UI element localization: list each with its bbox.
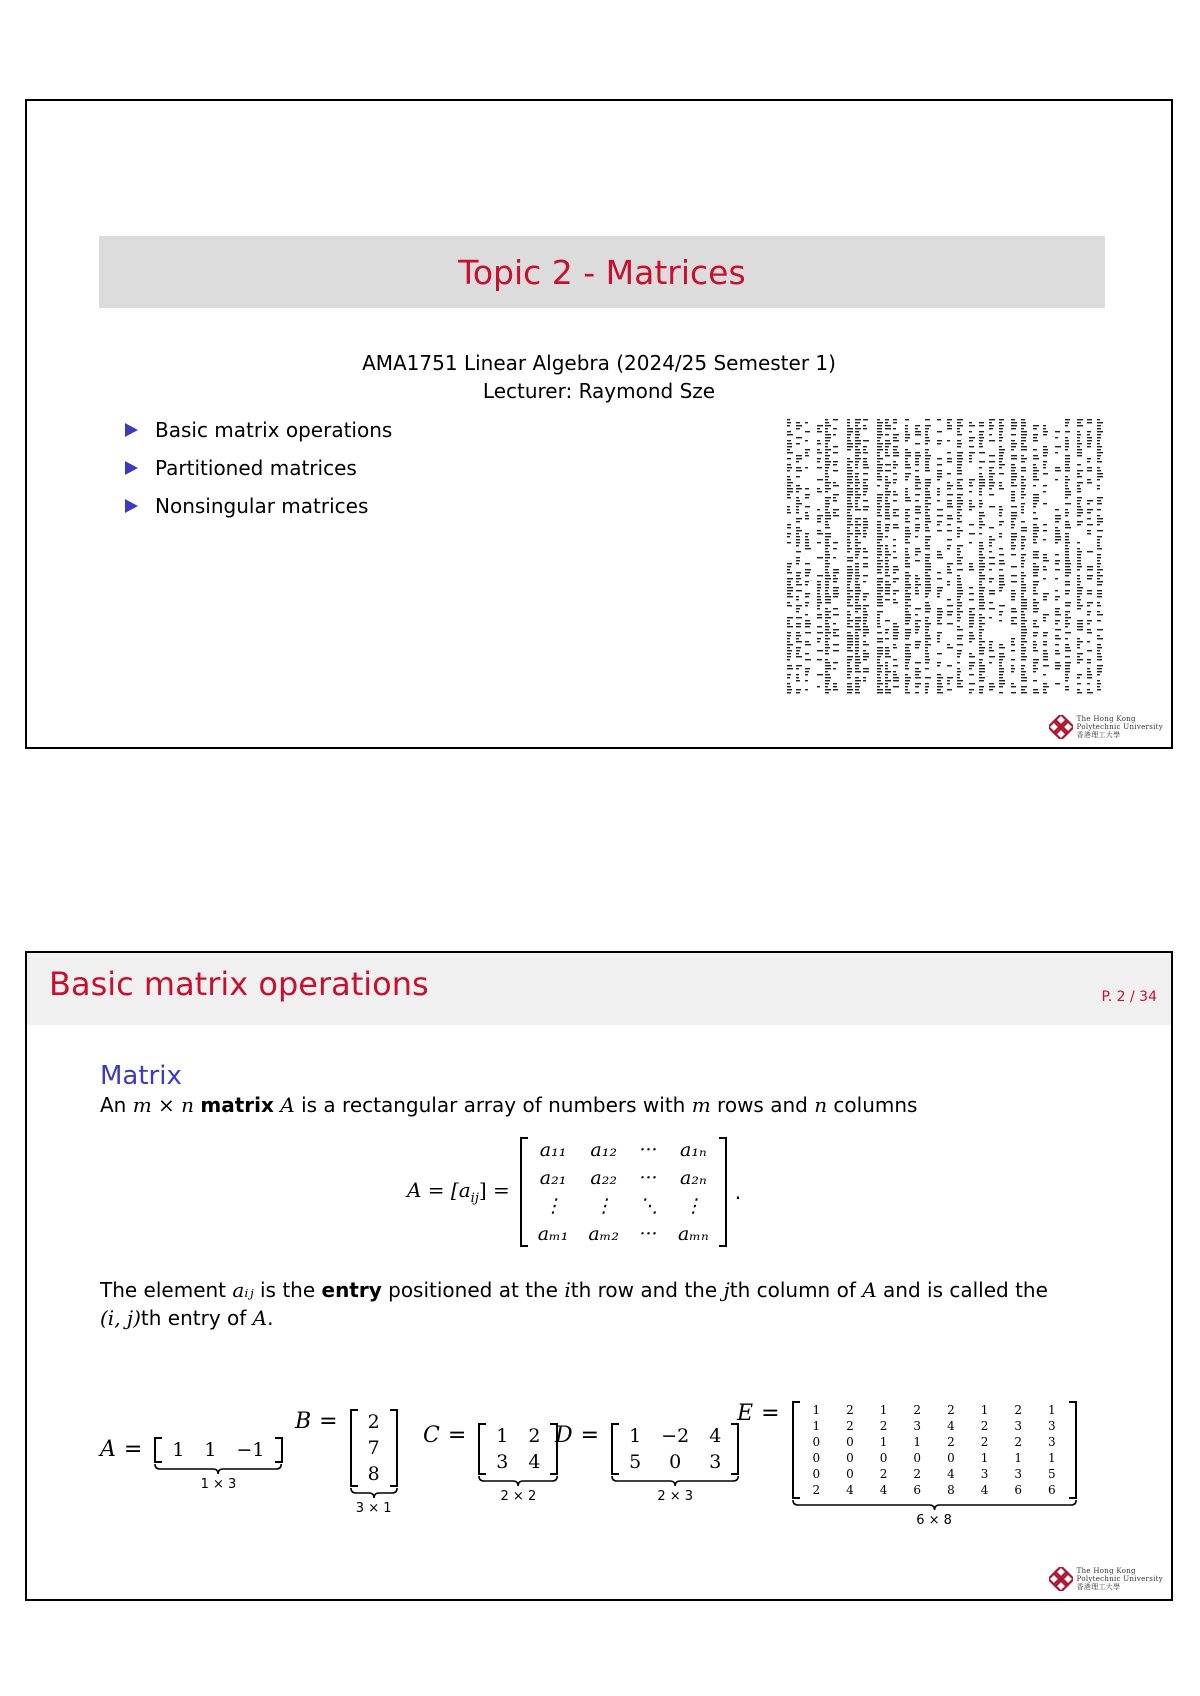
polyu-emblem-icon <box>1049 715 1073 739</box>
matrix-entry: 4 <box>980 1483 989 1497</box>
matrix-entry: 2 <box>980 1419 989 1433</box>
matrix-entry: a₁ₙ <box>680 1139 707 1161</box>
entry-definition-line2: (i, j)th entry of A. <box>100 1306 274 1330</box>
matrix-entry: 1 <box>980 1451 989 1465</box>
equals-sign: = <box>447 1423 467 1448</box>
matrix-name: C <box>423 1423 440 1448</box>
page-number: P. 2 / 34 <box>1101 989 1157 1005</box>
matrix-size-label: 2 × 2 <box>500 1489 537 1504</box>
matrix-entry: 3 <box>1047 1419 1056 1433</box>
matrix-name: D <box>555 1423 573 1448</box>
matrix-entry: 6 <box>1014 1483 1022 1497</box>
matrix-entry: 3 <box>1014 1419 1022 1433</box>
matrix-entry: 0 <box>812 1467 821 1481</box>
example-matrix-c <box>423 1423 562 1504</box>
matrix-entry: −1 <box>236 1439 265 1461</box>
matrix-entry: 2 <box>846 1403 854 1417</box>
matrix-entry: −2 <box>661 1425 690 1447</box>
topic-item: Basic matrix operations <box>125 417 392 455</box>
matrix-texture-image <box>787 419 1103 695</box>
matrix-entry: 3 <box>980 1467 989 1481</box>
matrix-entry: 1 <box>629 1425 642 1447</box>
slide-header <box>27 953 1171 1025</box>
matrix-entry: 4 <box>879 1483 888 1497</box>
matrix-entry: 1 <box>1047 1451 1056 1465</box>
matrix-body <box>154 1437 282 1463</box>
matrix-entry: 2 <box>812 1483 821 1497</box>
matrix-size-label: 3 × 1 <box>355 1501 392 1516</box>
matrix-entry: 2 <box>528 1425 541 1447</box>
matrix-entry: ··· <box>639 1167 658 1189</box>
matrix-entry: 1 <box>172 1439 185 1461</box>
matrix-entry: 4 <box>846 1483 854 1497</box>
matrix-entry: 6 <box>1047 1483 1056 1497</box>
matrix-entry: a₁₂ <box>590 1139 617 1161</box>
matrix-with-brace <box>150 1437 286 1492</box>
matrix-entry: 1 <box>812 1419 821 1433</box>
bullet-triangle-icon <box>125 423 138 437</box>
matrix-name: B <box>295 1409 312 1434</box>
underbrace-icon <box>154 1463 282 1475</box>
matrix-body <box>792 1401 1077 1499</box>
polyu-emblem-icon <box>1049 1567 1073 1591</box>
general-matrix-lhs: $A = [a_{ij}]$ = <box>407 1178 510 1206</box>
matrix-entry: aₘ₁ <box>537 1223 569 1245</box>
matrix-name: E <box>737 1401 754 1426</box>
matrix-with-brace <box>607 1423 743 1504</box>
slide-basic-ops <box>25 951 1173 1601</box>
equals-sign: = <box>761 1401 780 1426</box>
matrix-with-brace <box>788 1401 1081 1528</box>
matrix-with-brace <box>346 1409 402 1516</box>
matrix-with-brace <box>474 1423 562 1504</box>
matrix-entry: aₘ₂ <box>588 1223 619 1245</box>
example-matrix-d <box>555 1423 743 1504</box>
matrix-entry: ⋮ <box>543 1195 563 1217</box>
matrix-entry: 2 <box>1014 1435 1022 1449</box>
underbrace-icon <box>792 1499 1077 1511</box>
matrix-entry: 0 <box>846 1451 854 1465</box>
matrix-entry: a₂ₙ <box>680 1167 707 1189</box>
bullet-triangle-icon <box>125 499 138 513</box>
matrix-entry: 1 <box>1014 1451 1022 1465</box>
matrix-size-label: 1 × 3 <box>200 1477 237 1492</box>
matrix-entry: 4 <box>709 1425 722 1447</box>
matrix-entry: 4 <box>528 1451 541 1473</box>
matrix-examples <box>100 1401 1160 1571</box>
underbrace-icon <box>611 1475 739 1487</box>
matrix-entry: 1 <box>879 1403 888 1417</box>
underbrace-icon <box>350 1487 398 1499</box>
matrix-entry: 3 <box>709 1451 722 1473</box>
matrix-entry: 0 <box>846 1467 854 1481</box>
matrix-entry: aₘₙ <box>678 1223 709 1245</box>
matrix-entry: 2 <box>879 1467 888 1481</box>
matrix-entry: ··· <box>639 1139 658 1161</box>
matrix-entry: 2 <box>947 1435 955 1449</box>
entry-definition-line1: The element aᵢⱼ is the entry positioned at the ith row and the jth column of A and is called the <box>100 1278 1048 1302</box>
university-logo: The Hong Kong Polytechnic University 香港理工大學 <box>1049 715 1163 739</box>
lecturer-name: Lecturer: Raymond Sze <box>482 379 716 403</box>
example-matrix-e <box>737 1401 1081 1528</box>
matrix-entry: ⋮ <box>594 1195 614 1217</box>
underbrace-icon <box>478 1475 558 1487</box>
matrix-entry: 2 <box>879 1419 888 1433</box>
university-logo: The Hong Kong Polytechnic University 香港理工大學 <box>1049 1567 1163 1591</box>
matrix-entry: 2 <box>913 1403 922 1417</box>
matrix-entry: 1 <box>812 1403 821 1417</box>
equals-sign: = <box>123 1437 143 1462</box>
matrix-entry: 0 <box>879 1451 888 1465</box>
matrix-definition: An m × n matrix A is a rectangular array of numbers with m rows and n columns <box>100 1093 918 1117</box>
bullet-triangle-icon <box>125 461 138 475</box>
matrix-entry: 0 <box>669 1451 682 1473</box>
matrix-entry: 3 <box>1047 1435 1056 1449</box>
matrix-entry: 4 <box>947 1419 955 1433</box>
matrix-entry: 1 <box>496 1425 509 1447</box>
section-title: Basic matrix operations <box>49 965 429 1003</box>
slide-title-text: Topic 2 - Matrices <box>458 252 746 292</box>
matrix-entry: a₂₂ <box>590 1167 617 1189</box>
matrix-name: A <box>100 1437 116 1462</box>
matrix-entry: 0 <box>947 1451 955 1465</box>
topic-list <box>125 417 392 531</box>
matrix-entry: 1 <box>204 1439 217 1461</box>
matrix-body <box>350 1409 398 1487</box>
matrix-entry: 3 <box>913 1419 922 1433</box>
matrix-entry: 4 <box>947 1467 955 1481</box>
slide-title <box>25 99 1173 749</box>
matrix-entry: 2 <box>1014 1403 1022 1417</box>
topic-item: Nonsingular matrices <box>125 493 392 531</box>
matrix-entry: a₁₁ <box>539 1139 567 1161</box>
matrix-entry: a₂₁ <box>539 1167 567 1189</box>
matrix-entry: 1 <box>1047 1403 1056 1417</box>
matrix-entry: 2 <box>980 1435 989 1449</box>
matrix-entry: ⋱ <box>639 1195 658 1217</box>
matrix-body <box>611 1423 739 1475</box>
matrix-entry: 5 <box>1047 1467 1056 1481</box>
matrix-entry: 8 <box>367 1463 380 1485</box>
matrix-entry: 2 <box>913 1467 922 1481</box>
matrix-entry: 7 <box>367 1437 380 1459</box>
matrix-entry: 2 <box>367 1411 380 1433</box>
matrix-entry: 1 <box>879 1435 888 1449</box>
equals-sign: = <box>580 1423 600 1448</box>
example-matrix-b <box>295 1409 402 1516</box>
matrix-entry: 3 <box>1014 1467 1022 1481</box>
equals-sign: = <box>319 1409 338 1434</box>
matrix-entry: ··· <box>639 1223 658 1245</box>
matrix-entry: 2 <box>947 1403 955 1417</box>
matrix-entry: 0 <box>812 1435 821 1449</box>
block-title: Matrix <box>100 1061 182 1091</box>
matrix-entry: 0 <box>812 1451 821 1465</box>
matrix-entry: 2 <box>846 1419 854 1433</box>
matrix-entry: ⋮ <box>683 1195 703 1217</box>
matrix-entry: 0 <box>913 1451 922 1465</box>
course-name: AMA1751 Linear Algebra (2024/25 Semester 1) <box>362 351 836 375</box>
matrix-entry: 6 <box>913 1483 922 1497</box>
matrix-entry: 1 <box>913 1435 922 1449</box>
matrix-body <box>478 1423 558 1475</box>
matrix-entry: 1 <box>980 1403 989 1417</box>
matrix-entry: 5 <box>629 1451 642 1473</box>
title-banner <box>99 236 1105 308</box>
example-matrix-a <box>100 1437 287 1492</box>
topic-item: Partitioned matrices <box>125 455 392 493</box>
general-matrix <box>520 1137 727 1247</box>
matrix-entry: 3 <box>496 1451 509 1473</box>
matrix-size-label: 6 × 8 <box>916 1513 952 1528</box>
matrix-entry: 8 <box>947 1483 955 1497</box>
matrix-size-label: 2 × 3 <box>657 1489 694 1504</box>
matrix-entry: 0 <box>846 1435 854 1449</box>
general-matrix-equation: $A = [a_{ij}]$ = a₁₁ a₁₂ ··· a₁ₙ a₂₁ a₂₂ ··· a₂ₙ ⋮ ⋮ ⋱ ⋮ aₘ₁ aₘ₂ ··· aₘₙ . <box>407 1139 742 1245</box>
